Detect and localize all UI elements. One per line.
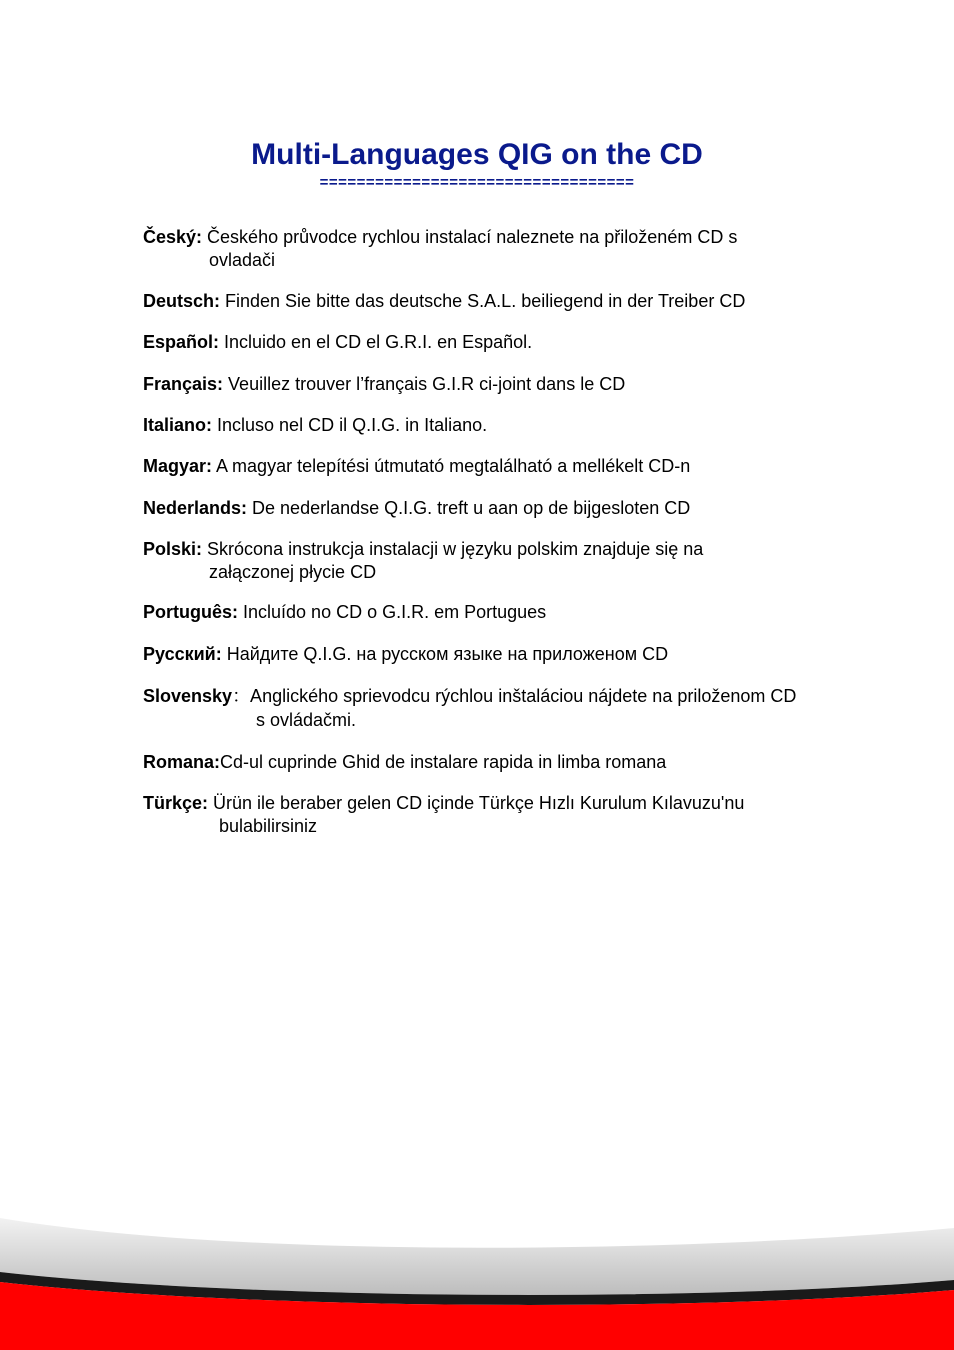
entry-slovak bbox=[143, 685, 843, 732]
language-label: Português: bbox=[143, 602, 239, 622]
entry-continuation: załączonej płycie CD bbox=[209, 562, 377, 582]
title-underline: ================================== bbox=[319, 174, 635, 191]
entry-text: Českého průvodce rychlou instalací naleznete na přiloženém CD s bbox=[202, 227, 738, 247]
entry-italian bbox=[143, 414, 843, 437]
entry-hungarian bbox=[143, 455, 843, 478]
entry-german bbox=[143, 290, 843, 313]
entry-czech bbox=[143, 226, 843, 272]
entry-text: Skrócona instrukcja instalacji w języku polskim znajduje się na bbox=[202, 539, 704, 559]
language-label: Magyar: bbox=[143, 456, 213, 476]
entry-spanish bbox=[143, 331, 843, 354]
language-label: Polski: bbox=[143, 539, 203, 559]
language-label: Русский: bbox=[143, 644, 222, 664]
entry-dutch bbox=[143, 497, 843, 520]
entry-turkish bbox=[143, 792, 843, 838]
language-label: Český: bbox=[143, 227, 203, 247]
entry-text: Cd-ul cuprinde Ghid de instalare rapida in limba romana bbox=[220, 752, 667, 772]
entry-text: Найдите Q.I.G. на русском языке на приложеном CD bbox=[221, 644, 669, 664]
entry-text: De nederlandse Q.I.G. treft u aan op de bijgesloten CD bbox=[247, 498, 691, 518]
entry-french bbox=[143, 373, 843, 396]
footer-swoosh-graphic bbox=[0, 1190, 954, 1350]
entry-text: A magyar telepítési útmutató megtalálható a mellékelt CD-n bbox=[212, 456, 691, 476]
entry-text: Veuillez trouver l’français G.I.R ci-joint dans le CD bbox=[223, 374, 626, 394]
entry-portuguese bbox=[143, 601, 843, 624]
page-title: Multi-Languages QIG on the CD bbox=[251, 138, 703, 171]
entry-text: Incluido en el CD el G.R.I. en Español. bbox=[219, 332, 533, 352]
language-label: Italiano: bbox=[143, 415, 213, 435]
entry-continuation: bulabilirsiniz bbox=[219, 816, 318, 836]
entry-continuation: ovladači bbox=[209, 250, 276, 270]
entry-russian bbox=[143, 643, 843, 666]
language-label: Deutsch: bbox=[143, 291, 221, 311]
entry-text: Ürün ile beraber gelen CD içinde Türkçe Hızlı Kurulum Kılavuzu'nu bbox=[208, 793, 745, 813]
language-label: Nederlands: bbox=[143, 498, 248, 518]
entry-text: Incluído no CD o G.I.R. em Portugues bbox=[238, 602, 547, 622]
entry-text: ：Anglického sprievodcu rýchlou inštaláciou nájdete na priloženom CD bbox=[232, 686, 797, 706]
footer-grey-band bbox=[0, 1218, 954, 1295]
language-label: Français: bbox=[143, 374, 224, 394]
language-label: Türkçe: bbox=[143, 793, 209, 813]
language-label: Slovensky bbox=[143, 686, 233, 706]
entry-text: Incluso nel CD il Q.I.G. in Italiano. bbox=[212, 415, 488, 435]
entry-romanian bbox=[143, 751, 843, 774]
entry-polish bbox=[143, 538, 843, 584]
language-label: Español: bbox=[143, 332, 220, 352]
entry-text: Finden Sie bitte das deutsche S.A.L. beiliegend in der Treiber CD bbox=[220, 291, 746, 311]
language-label: Romana: bbox=[143, 752, 221, 772]
entry-continuation: s ovládačmi. bbox=[256, 710, 357, 730]
